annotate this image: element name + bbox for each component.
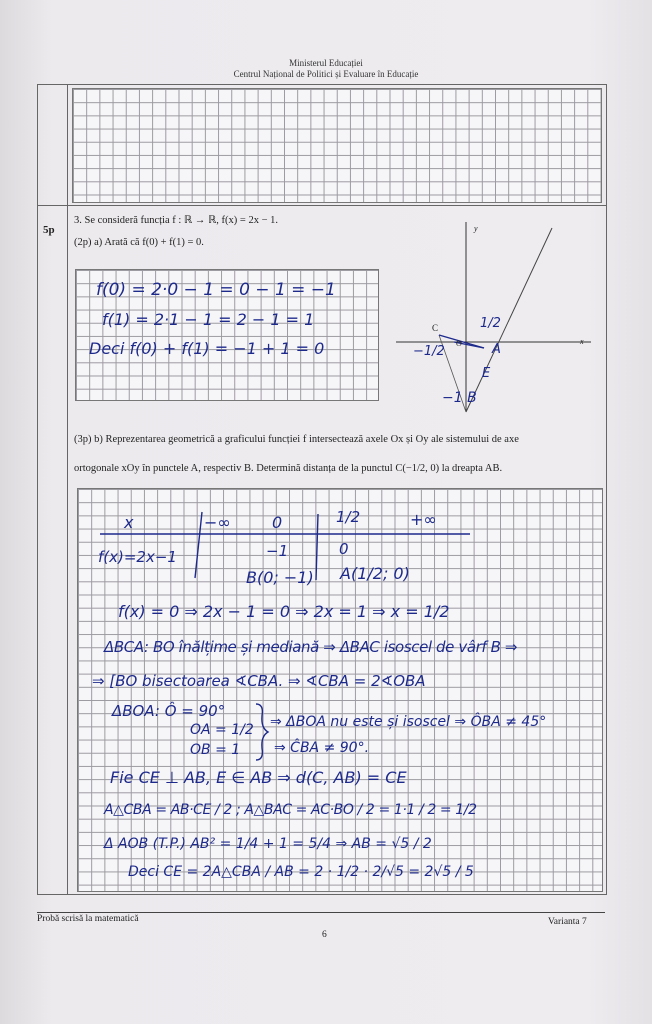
- table-val-zero: 0: [339, 540, 349, 558]
- footer-rule: [37, 912, 605, 913]
- header-center: Centrul Național de Politici și Evaluare în Educație: [233, 69, 419, 79]
- table-minus-inf: −∞: [204, 513, 231, 532]
- graph-label-o: O: [456, 339, 462, 348]
- solution-line-9: Fie CE ⊥ AB, E ∈ AB ⇒ d(C, AB) = CE: [110, 768, 407, 787]
- table-x-label: x: [124, 513, 134, 532]
- answer-a-line1: f(0) = 2·0 − 1 = 0 − 1 = −1: [96, 280, 336, 300]
- graph-label-c: C: [432, 323, 439, 333]
- answer-a-line3: Deci f(0) + f(1) = −1 + 1 = 0: [89, 339, 325, 358]
- graph-label-minus-half: −1/2: [413, 344, 445, 359]
- part-a-statement: (2p) a) Arată că f(0) + f(1) = 0.: [74, 237, 204, 248]
- table-fx-label: f(x)=2x−1: [98, 548, 177, 566]
- section-divider: [37, 205, 606, 206]
- graph-label-a: A: [492, 342, 501, 357]
- header-ministry: Ministerul Educației: [289, 58, 363, 68]
- solution-line-4: ΔBOA: Ô = 90°: [112, 702, 226, 720]
- part-b-statement-2: ortogonale xOy în punctele A, respectiv B. Determină distanța de la punctul C(−1/2, 0) la dreapta AB.: [74, 463, 503, 474]
- table-zero: 0: [272, 513, 283, 532]
- points-label: 5p: [43, 224, 55, 236]
- footer-right: Varianta 7: [548, 917, 587, 927]
- footer-left: Probă scrisă la matematică: [37, 914, 139, 924]
- solution-line-11: Δ AOB (T.P.) AB² = 1/4 + 1 = 5/4 ⇒ AB = √5 / 2: [104, 836, 432, 852]
- graph-label-e: E: [482, 366, 491, 381]
- page-number: 6: [322, 930, 327, 940]
- top-answer-grid: [72, 88, 602, 203]
- table-plus-inf: +∞: [410, 510, 437, 529]
- table-val-minus-one: −1: [266, 542, 289, 560]
- solution-line-10: A△CBA = AB·CE / 2 ; A△BAC = AC·BO / 2 = 1·1 / 2 = 1/2: [104, 802, 477, 818]
- answer-a-line2: f(1) = 2·1 − 1 = 2 − 1 = 1: [102, 310, 315, 329]
- table-point-b: B(0; −1): [246, 568, 314, 587]
- solution-line-12: Deci CE = 2A△CBA / AB = 2 · 1/2 · 2/√5 = 2√5 / 5: [128, 864, 474, 880]
- part-b-statement-1: (3p) b) Reprezentarea geometrică a graficului funcției f intersectează axele Ox și Oy ale sistemului de axe: [74, 434, 519, 445]
- graph-label-minus-one-b: −1 B: [442, 390, 477, 406]
- solution-line-2: ΔBCA: BO înălțime și mediană ⇒ ΔBAC isoscel de vârf B ⇒: [104, 638, 518, 656]
- system-brace: [252, 702, 272, 762]
- solution-line-8: ⇒ ĈBA ≠ 90°.: [274, 740, 370, 756]
- y-axis-label: y: [474, 224, 478, 233]
- solution-line-7: ⇒ ΔBOA nu este și isoscel ⇒ ÔBA ≠ 45°: [270, 714, 547, 730]
- table-half: 1/2: [336, 508, 361, 526]
- solution-line-6: OB = 1: [190, 742, 241, 758]
- x-axis-label: x: [580, 337, 584, 346]
- table-point-a: A(1/2; 0): [340, 564, 410, 583]
- graph-label-half: 1/2: [480, 316, 501, 331]
- solution-line-3: ⇒ [BO bisectoarea ∢CBA. ⇒ ∢CBA = 2∢OBA: [92, 672, 426, 690]
- graph-line-ab: [466, 228, 552, 412]
- solution-line-1: f(x) = 0 ⇒ 2x − 1 = 0 ⇒ 2x = 1 ⇒ x = 1/2: [118, 602, 450, 621]
- problem-statement: 3. Se consideră funcția f : ℝ → ℝ, f(x) = 2x − 1.: [74, 215, 279, 226]
- solution-line-5: OA = 1/2: [190, 722, 254, 738]
